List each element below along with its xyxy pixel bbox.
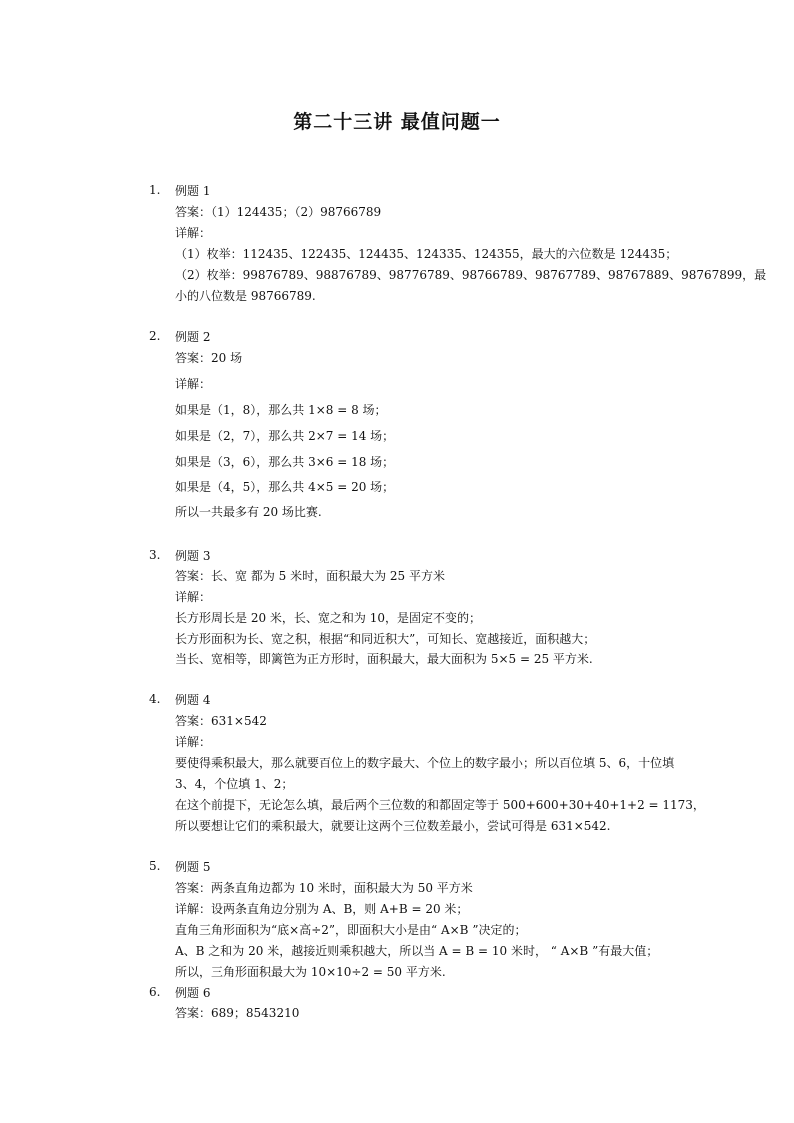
section-heading: 例题 2	[175, 330, 211, 344]
detail-label: 详解：	[175, 735, 212, 749]
detail-line: 直角三角形面积为“底×高÷2”，即面积大小是由“ A×B ”决定的；	[175, 923, 527, 937]
section-number: 4.	[149, 692, 161, 706]
detail-line: 要使得乘积最大，那么就要百位上的数字最大、个位上的数字最小；所以百位填 5、6，十位填	[175, 756, 675, 770]
answer-line: 答案：689；8543210	[175, 1006, 300, 1020]
page-title: 第二十三讲 最值问题一	[293, 111, 501, 133]
detail-line: 小的八位数是 98766789.	[175, 289, 316, 303]
answer-line: 答案：631×542	[175, 714, 267, 728]
section-heading: 例题 4	[175, 693, 211, 707]
detail-line: 所以要想让它们的乘积最大，就要让这两个三位数差最小，尝试可得是 631×542.	[175, 819, 611, 833]
detail-line: （1）枚举：112435、122435、124435、124335、124355，最大的六位数是 124435；	[175, 247, 678, 261]
detail-line: 如果是（1，8），那么共 1×8 = 8 场；	[175, 403, 387, 417]
section-number: 1.	[149, 183, 161, 197]
detail-line: 3、4，个位填 1、2；	[175, 777, 294, 791]
detail-line: 所以一共最多有 20 场比赛.	[175, 505, 322, 519]
section-heading: 例题 6	[175, 986, 211, 1000]
section-heading: 例题 3	[175, 549, 211, 563]
detail-label: 详解：	[175, 377, 212, 391]
section-heading: 例题 5	[175, 860, 211, 874]
answer-line: 答案：两条直角边都为 10 米时，面积最大为 50 平方米	[175, 881, 473, 895]
detail-line: 详解：设两条直角边分别为 A、B，则 A+B = 20 米；	[175, 902, 469, 916]
detail-line: 如果是（4，5），那么共 4×5 = 20 场；	[175, 480, 395, 494]
answer-line: 答案：长、宽 都为 5 米时，面积最大为 25 平方米	[175, 569, 445, 583]
detail-line: 当长、宽相等，即篱笆为正方形时，面积最大，最大面积为 5×5 = 25 平方米.	[175, 652, 593, 666]
section-number: 5.	[149, 859, 161, 873]
detail-label: 详解：	[175, 226, 212, 240]
detail-line: A、B 之和为 20 米，越接近则乘积越大，所以当 A = B = 10 米时， “ A×B ”有最大值；	[175, 944, 659, 958]
answer-line: 答案：20 场	[175, 351, 243, 365]
detail-line: 长方形周长是 20 米，长、宽之和为 10，是固定不变的；	[175, 611, 481, 625]
detail-label: 详解：	[175, 590, 212, 604]
detail-line: （2）枚举：99876789、98876789、98776789、98766789、98767789、98767889、98767899，最	[175, 268, 767, 282]
section-number: 6.	[149, 985, 161, 999]
detail-line: 如果是（2，7），那么共 2×7 = 14 场；	[175, 429, 395, 443]
detail-line: 长方形面积为长、宽之积，根据“和同近积大”，可知长、宽越接近，面积越大；	[175, 632, 596, 646]
answer-line: 答案：（1）124435；（2）98766789	[175, 205, 382, 219]
section-number: 3.	[149, 548, 161, 562]
section-number: 2.	[149, 329, 161, 343]
detail-line: 在这个前提下，无论怎么填，最后两个三位数的和都固定等于 500+600+30+40+1+2 = 1173，	[175, 798, 705, 812]
detail-line: 如果是（3，6），那么共 3×6 = 18 场；	[175, 455, 395, 469]
section-heading: 例题 1	[175, 184, 211, 198]
detail-line: 所以，三角形面积最大为 10×10÷2 = 50 平方米.	[175, 965, 446, 979]
